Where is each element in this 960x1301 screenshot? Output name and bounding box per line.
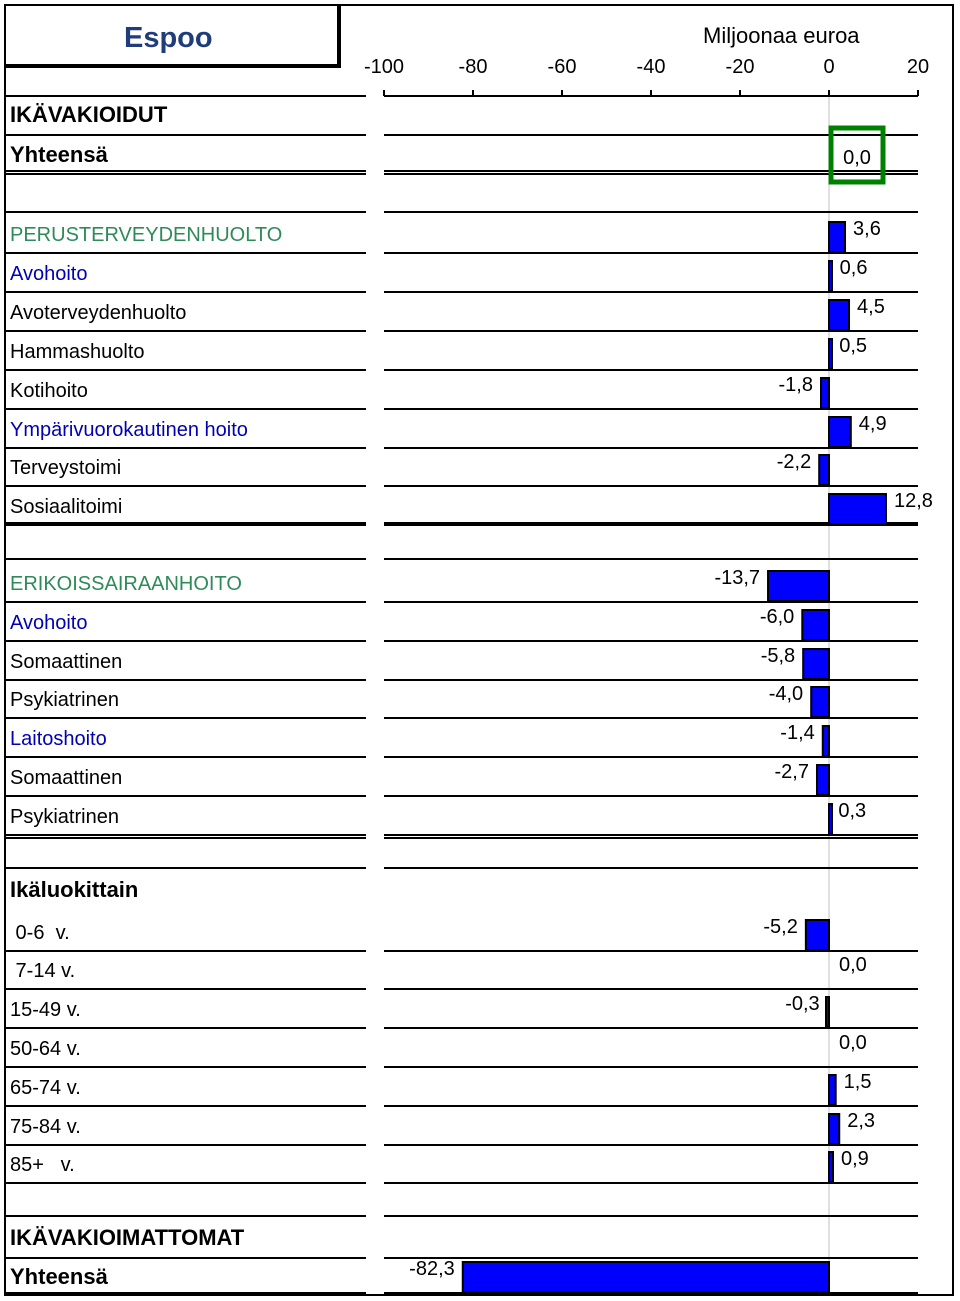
row-label: Kotihoito — [10, 380, 88, 402]
x-tick-label: -20 — [725, 56, 755, 78]
data-label: -1,4 — [780, 722, 815, 744]
x-tick-label: -40 — [636, 56, 666, 78]
unit-label: Miljoonaa euroa — [703, 23, 860, 48]
data-bar — [811, 687, 829, 717]
row-label: Hammashuolto — [10, 341, 145, 363]
row-label: Yhteensä — [10, 142, 108, 167]
row-label: Avohoito — [10, 263, 88, 285]
data-label: 0,0 — [839, 1032, 867, 1054]
data-bar — [802, 610, 829, 640]
row-label: 65-74 v. — [10, 1077, 81, 1099]
data-bar — [821, 378, 829, 408]
data-bar — [806, 920, 829, 950]
row-label: Avoterveydenhuolto — [10, 302, 187, 324]
data-bar — [768, 571, 829, 601]
x-tick-label: 20 — [906, 56, 930, 78]
section-heading: IKÄVAKIOIMATTOMAT — [10, 1225, 245, 1250]
data-label: 2,3 — [847, 1110, 876, 1132]
row-label: 85+ v. — [10, 1154, 75, 1176]
data-label: 0,0 — [839, 954, 867, 976]
row-label: Somaattinen — [10, 767, 123, 789]
row-label: 50-64 v. — [10, 1038, 81, 1060]
data-label: -5,8 — [760, 645, 796, 667]
row-label: 15-49 v. — [10, 999, 81, 1021]
data-bar — [829, 222, 845, 252]
data-label: 1,5 — [843, 1071, 872, 1093]
x-tick-label: -60 — [547, 56, 577, 78]
data-bar — [829, 339, 832, 369]
row-label: Terveystoimi — [10, 457, 122, 479]
data-label: -82,3 — [409, 1258, 455, 1280]
row-label: 0-6 v. — [10, 922, 70, 944]
data-label: 0,9 — [841, 1148, 869, 1170]
data-bar — [829, 494, 886, 524]
x-tick-label: -100 — [363, 56, 405, 78]
data-label: -1,8 — [778, 374, 813, 396]
data-label: 0,0 — [843, 147, 871, 169]
row-label: Psykiatrinen — [10, 689, 119, 711]
data-label: -4,0 — [768, 683, 804, 705]
row-label: Ympärivuorokautinen hoito — [10, 419, 248, 441]
row-label: Sosiaalitoimi — [10, 496, 123, 518]
x-tick-label: 0 — [823, 56, 835, 78]
data-bar — [823, 726, 829, 756]
row-label: 7-14 v. — [10, 960, 76, 982]
data-bar — [829, 1114, 839, 1144]
section-heading: Ikäluokittain — [10, 877, 139, 902]
row-label: Laitoshoito — [10, 728, 107, 750]
data-label: 0,5 — [839, 335, 868, 357]
row-label: Yhteensä — [10, 1264, 108, 1289]
data-label: 4,9 — [858, 413, 887, 435]
row-label: ERIKOISSAIRAANHOITO — [10, 573, 242, 595]
data-bar — [829, 261, 832, 291]
data-bar — [829, 417, 851, 447]
data-label: -5,2 — [763, 916, 798, 938]
data-label: 3,6 — [853, 218, 881, 240]
row-label: PERUSTERVEYDENHUOLTO — [10, 224, 283, 246]
section-heading: IKÄVAKIOIDUT — [10, 102, 168, 127]
data-bar — [817, 765, 829, 795]
data-bar — [819, 455, 829, 485]
data-bar — [463, 1262, 829, 1292]
data-bar — [829, 1152, 833, 1182]
data-bar — [826, 997, 829, 1027]
x-tick-label: -80 — [458, 56, 488, 78]
data-label: 0,6 — [839, 257, 868, 279]
row-label: 75-84 v. — [10, 1116, 81, 1138]
data-label: -0,3 — [785, 993, 820, 1015]
page-title: Espoo — [124, 22, 213, 54]
data-label: 0,3 — [838, 800, 867, 822]
data-bar — [829, 1075, 836, 1105]
data-bar — [803, 649, 829, 679]
data-bar — [829, 300, 849, 330]
row-label: Somaattinen — [10, 651, 123, 673]
data-label: 12,8 — [893, 490, 933, 512]
data-label: -2,7 — [774, 761, 809, 783]
data-label: -6,0 — [759, 606, 795, 628]
row-label: Avohoito — [10, 612, 88, 634]
data-label: -13,7 — [714, 567, 761, 589]
data-bar — [829, 804, 832, 834]
data-label: -2,2 — [776, 451, 812, 473]
row-label: Psykiatrinen — [10, 806, 119, 828]
data-label: 4,5 — [857, 296, 885, 318]
